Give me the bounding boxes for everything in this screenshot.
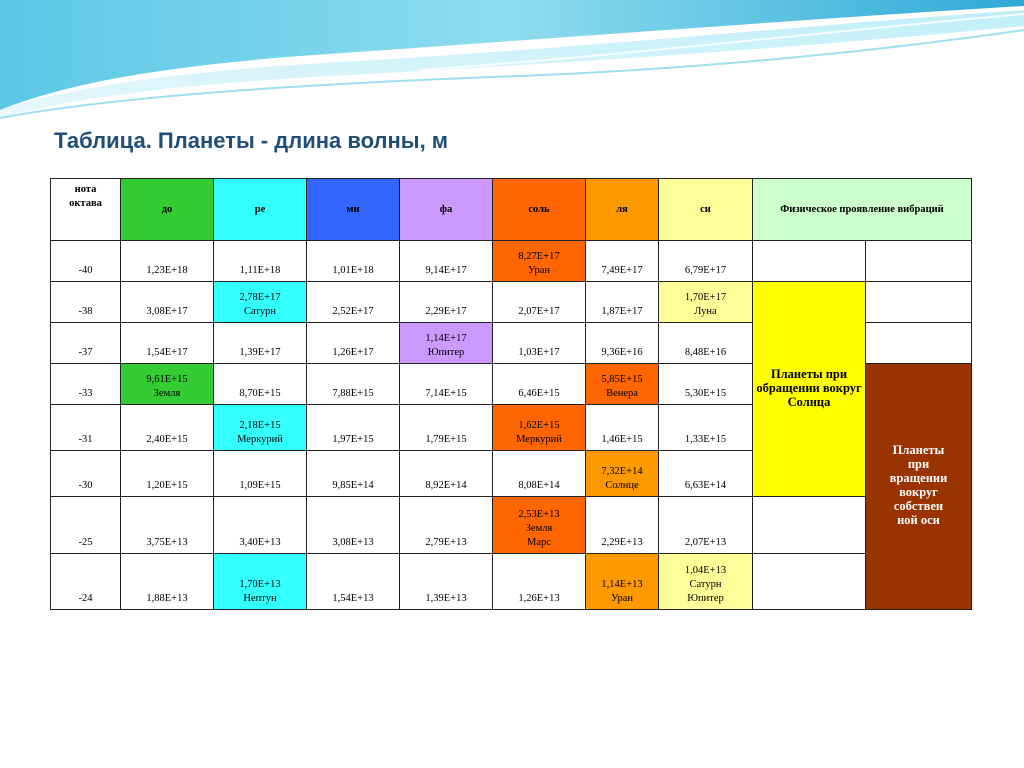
octave-cell: -38 (51, 282, 121, 323)
planet-cell-moon: 1,70E+17 Луна (659, 282, 753, 323)
value-cell: 5,30E+15 (659, 364, 753, 405)
value-cell: 2,07E+13 (659, 497, 753, 554)
value-cell: 2,79E+13 (400, 497, 493, 554)
value-cell: 1,26E+17 (307, 323, 400, 364)
orbit-sun-group-cell: Планеты при обращении вокруг Солнца (753, 282, 866, 497)
value-cell: 1,03E+17 (493, 323, 586, 364)
value-cell: 1,46E+15 (586, 405, 659, 451)
value-cell: 1,26E+13 (493, 554, 586, 610)
octave-cell: -25 (51, 497, 121, 554)
value-cell: 7,14E+15 (400, 364, 493, 405)
planet-cell-neptune: 1,70E+13 Нептун (214, 554, 307, 610)
value-cell: 1,54E+17 (121, 323, 214, 364)
planet-cell-uranus: 8,27E+17 Уран (493, 241, 586, 282)
note-header-sol: соль (493, 179, 586, 241)
value-cell: 1,97E+15 (307, 405, 400, 451)
value-cell: 3,75E+13 (121, 497, 214, 554)
value-cell: 1,01E+18 (307, 241, 400, 282)
decorative-wave-banner (0, 0, 1024, 120)
value-cell: 3,08E+13 (307, 497, 400, 554)
empty-cell (753, 241, 866, 282)
value-cell: 1,79E+15 (400, 405, 493, 451)
value-cell: 2,52E+17 (307, 282, 400, 323)
page-title: Таблица. Планеты - длина волны, м (54, 128, 449, 153)
planet-cell-earth: 9,61E+15 Земля (121, 364, 214, 405)
value-cell: 7,88E+15 (307, 364, 400, 405)
empty-cell (866, 323, 972, 364)
value-cell: 2,40E+15 (121, 405, 214, 451)
empty-cell (753, 497, 866, 554)
planet-cell-saturn-jupiter: 1,04E+13 Сатурн Юпитер (659, 554, 753, 610)
note-header-mi: ми (307, 179, 400, 241)
value-cell: 7,49E+17 (586, 241, 659, 282)
planet-cell-saturn: 2,78E+17 Сатурн (214, 282, 307, 323)
physical-manifestation-header: Физическое проявление вибраций (753, 179, 972, 241)
corner-octave-label: октава (69, 198, 102, 209)
planet-cell-earth-mars: 2,53E+13 Земля Марс (493, 497, 586, 554)
value-cell: 1,87E+17 (586, 282, 659, 323)
empty-cell (866, 282, 972, 323)
planet-cell-sun: 7,32E+14 Солнце (586, 451, 659, 497)
note-header-si: си (659, 179, 753, 241)
planet-cell-venus: 5,85E+15 Венера (586, 364, 659, 405)
header-row (51, 179, 972, 241)
octave-cell: -31 (51, 405, 121, 451)
value-cell: 9,36E+16 (586, 323, 659, 364)
note-header-fa: фа (400, 179, 493, 241)
value-cell: 8,08E+14 (493, 451, 586, 497)
octave-cell: -24 (51, 554, 121, 610)
value-cell: 1,33E+15 (659, 405, 753, 451)
octave-cell: -33 (51, 364, 121, 405)
octave-cell: -30 (51, 451, 121, 497)
value-cell: 1,11E+18 (214, 241, 307, 282)
value-cell: 2,07E+17 (493, 282, 586, 323)
value-cell: 1,39E+13 (400, 554, 493, 610)
value-cell: 6,79E+17 (659, 241, 753, 282)
value-cell: 1,20E+15 (121, 451, 214, 497)
corner-note-label: нота (74, 184, 97, 195)
planet-cell-mercury: 2,18E+15 Меркурий (214, 405, 307, 451)
table-row (51, 554, 972, 610)
empty-cell (866, 241, 972, 282)
value-cell: 8,48E+16 (659, 323, 753, 364)
value-cell: 8,70E+15 (214, 364, 307, 405)
note-header-re: ре (214, 179, 307, 241)
octave-cell: -37 (51, 323, 121, 364)
value-cell: 9,14E+17 (400, 241, 493, 282)
note-header-do: до (121, 179, 214, 241)
value-cell: 3,08E+17 (121, 282, 214, 323)
octave-cell: -40 (51, 241, 121, 282)
value-cell: 9,85E+14 (307, 451, 400, 497)
table-row (51, 497, 972, 554)
value-cell: 1,88E+13 (121, 554, 214, 610)
value-cell: 3,40E+13 (214, 497, 307, 554)
planet-cell-mercury: 1,62E+15 Меркурий (493, 405, 586, 451)
planet-cell-uranus: 1,14E+13 Уран (586, 554, 659, 610)
corner-header-cell (51, 179, 121, 241)
value-cell: 6,46E+15 (493, 364, 586, 405)
wavelength-table (50, 178, 972, 610)
value-cell: 1,54E+13 (307, 554, 400, 610)
value-cell: 8,92E+14 (400, 451, 493, 497)
planet-cell-jupiter: 1,14E+17 Юпитер (400, 323, 493, 364)
table-row (51, 241, 972, 282)
table-row (51, 282, 972, 323)
value-cell: 2,29E+13 (586, 497, 659, 554)
note-header-lya: ля (586, 179, 659, 241)
value-cell: 6,63E+14 (659, 451, 753, 497)
axis-rotation-group-cell: Планеты при вращении вокруг собствен ной оси (866, 364, 972, 610)
value-cell: 1,09E+15 (214, 451, 307, 497)
value-cell: 1,39E+17 (214, 323, 307, 364)
value-cell: 2,29E+17 (400, 282, 493, 323)
value-cell: 1,23E+18 (121, 241, 214, 282)
empty-cell (753, 554, 866, 610)
